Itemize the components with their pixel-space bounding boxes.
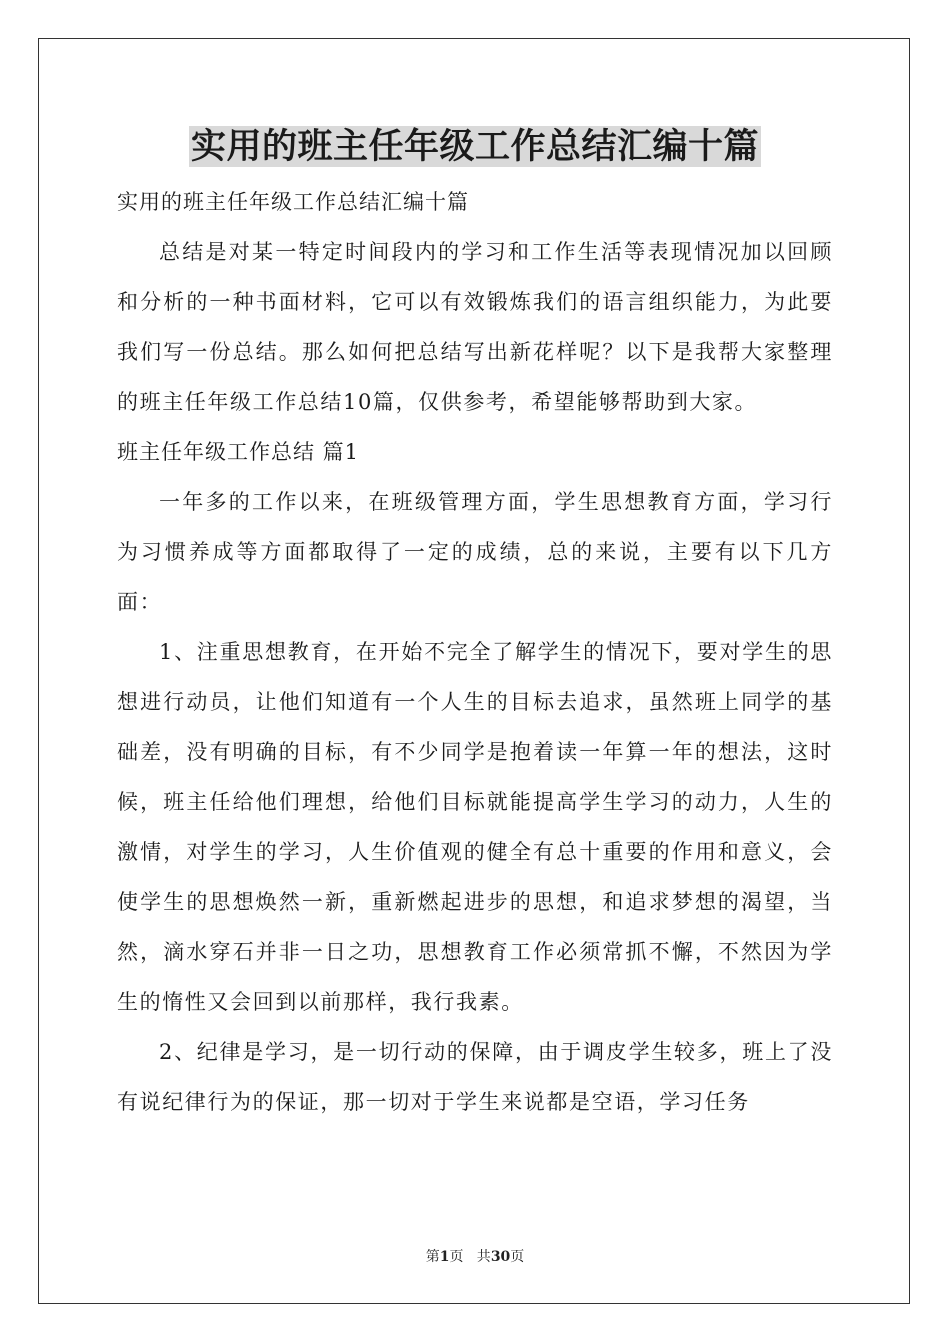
body-paragraph-2: 1、注重思想教育，在开始不完全了解学生的情况下，要对学生的思想进行动员，让他们知道有一个人生的目标去追求，虽然班上同学的基础差，没有明确的目标，有不少同学是抱着读一年算一年的想法，这时候，班主任给他们理想，给他们目标就能提高学生学习的动力，人生的激情，对学生的学习，人生价值观的健全有总十重要的作用和意义，会使学生的思想焕然一新，重新燃起进步的思想，和追求梦想的渴望，当然，滴水穿石并非一日之功，思想教育工作必须常抓不懈，不然因为学生的惰性又会回到以前那样，我行我素。: [117, 640, 833, 1014]
document-body: [117, 177, 833, 1127]
body-paragraph-3: 2、纪律是学习，是一切行动的保障，由于调皮学生较多，班上了没有说纪律行为的保证，那一切对于学生来说都是空语，学习任务: [117, 1040, 833, 1114]
document-title-text: 实用的班主任年级工作总结汇编十篇: [190, 126, 759, 167]
footer-page-current: 1: [439, 1249, 450, 1265]
footer-page-prefix: 第: [425, 1249, 440, 1265]
document-subtitle: 实用的班主任年级工作总结汇编十篇: [117, 190, 469, 214]
body-paragraph-1: 一年多的工作以来，在班级管理方面，学生思想教育方面，学习行为习惯养成等方面都取得了一定的成绩，总的来说，主要有以下几方面：: [117, 490, 833, 614]
document-title: [0, 122, 950, 172]
intro-paragraph: 总结是对某一特定时间段内的学习和工作生活等表现情况加以回顾和分析的一种书面材料，它可以有效锻炼我们的语言组织能力，为此要我们写一份总结。那么如何把总结写出新花样呢？以下是我帮大家整理的班主任年级工作总结10篇，仅供参考，希望能够帮助到大家。: [117, 240, 833, 414]
page-footer: [0, 1246, 950, 1266]
section-heading: 班主任年级工作总结 篇1: [117, 440, 360, 464]
footer-page-total: 30: [490, 1249, 511, 1265]
footer-page-suffix: 页: [510, 1249, 525, 1265]
footer-page-mid: 页 共: [449, 1249, 491, 1265]
